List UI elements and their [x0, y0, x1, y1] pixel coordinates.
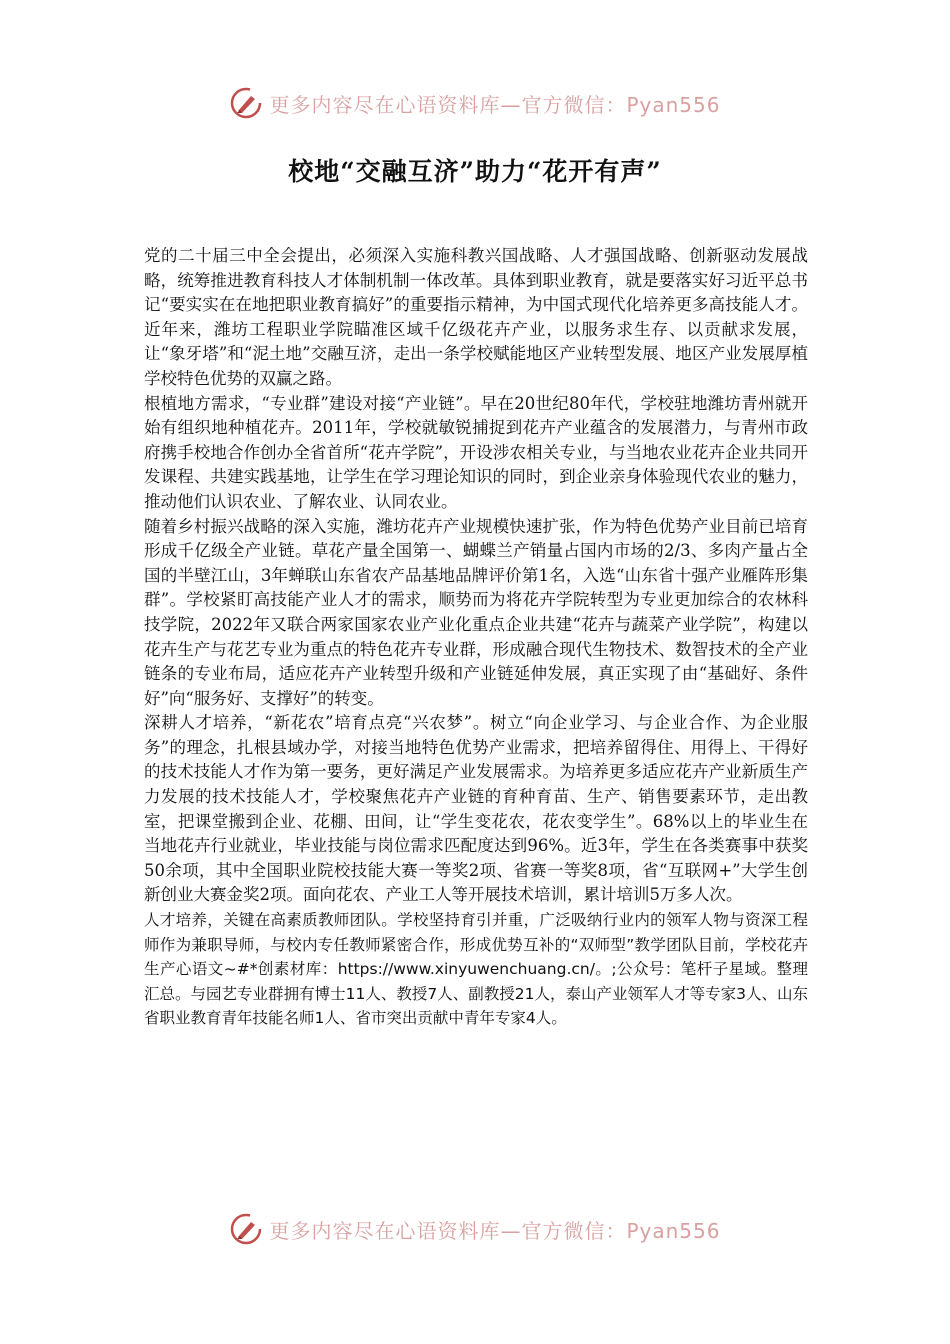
paragraph-5: 人才培养，关键在高素质教师团队。学校坚持育引并重，广泛吸纳行业内的领军人物与资深工程师作为兼职导师，与校内专任教师紧密合作，形成优势互补的“双师型”教学团队目前，学校花卉生产心语文~#*创素材库：https://www.xinyuwenchuang.cn/。;公众号：笔杆子星域。整理汇总。与园艺专业群拥有博士11人、教授7人、副教授21人，泰山产业领军人才等专家3人、山东省职业教育青年技能名师1人、省市突出贡献中青年专家4人。 — [144, 911, 808, 1028]
watermark-text: 更多内容尽在心语资料库—官方微信：Pyan556 — [269, 1218, 721, 1243]
brush-logo-icon — [229, 1212, 263, 1246]
paragraph-4: 深耕人才培养，“新花农”培育点亮“兴农梦”。树立“向企业学习、与企业合作、为企业服务”的理念，扎根县域办学，对接当地特色优势产业需求，把培养留得住、用得上、干得好的技术技能人才作为第一要务，更好满足产业发展需求。为培养更多适应花卉产业新质生产力发展的技术技能人才，学校聚焦花卉产业链的育种育苗、生产、销售要素环节，走出教室，把课堂搬到企业、花棚、田间，让“学生变花农，花农变学生”。68%以上的毕业生在当地花卉行业就业，毕业技能与岗位需求匹配度达到96%。近3年，学生在各类赛事中获奖50余项，其中全国职业院校技能大赛一等奖2项、省赛一等奖8项，省“互联网+”大学生创新创业大赛金奖2项。面向花农、产业工人等开展技术培训，累计培训5万多人次。 — [144, 713, 808, 905]
paragraph-2: 根植地方需求，“专业群”建设对接“产业链”。早在20世纪80年代，学校驻地潍坊青州就开始有组织地种植花卉。2011年，学校就敏锐捕捉到花卉产业蕴含的发展潜力，与青州市政府携手校地合作创办全省首所“花卉学院”，开设涉农相关专业，与当地农业花卉企业共同开发课程、共建实践基地，让学生在学习理论知识的同时，到企业亲身体验现代农业的魅力，推动他们认识农业、了解农业、认同农业。 — [144, 393, 808, 511]
paragraph-1: 党的二十届三中全会提出，必须深入实施科教兴国战略、人才强国战略、创新驱动发展战略，统筹推进教育科技人才体制机制一体改革。具体到职业教育，就是要落实好习近平总书记“要实实在在地把职业教育搞好”的重要指示精神，为中国式现代化培养更多高技能人才。近年来，潍坊工程职业学院瞄准区域千亿级花卉产业，以服务求生存、以贡献求发展，让“象牙塔”和“泥土地”交融互济，走出一条学校赋能地区产业转型发展、地区产业发展厚植学校特色优势的双赢之路。 — [144, 246, 808, 388]
paragraph-3: 随着乡村振兴战略的深入实施，潍坊花卉产业规模快速扩张，作为特色优势产业目前已培育形成千亿级全产业链。草花产量全国第一、蝴蝶兰产销量占国内市场的2/3、多肉产量占全国的半壁江山，3年蝉联山东省农产品基地品牌评价第1名，入选“山东省十强产业雁阵形集群”。学校紧盯高技能产业人才的需求，顺势而为将花卉学院转型为专业更加综合的农林科技学院，2022年又联合两家国家农业产业化重点企业共建“花卉与蔬菜产业学院”，构建以花卉生产与花艺专业为重点的特色花卉专业群，形成融合现代生物技术、数智技术的全产业链条的专业布局，适应花卉产业转型升级和产业链延伸发展，真正实现了由“基础好、条件好”向“服务好、支撑好”的转变。 — [144, 516, 808, 708]
footer-watermark — [0, 1212, 950, 1246]
header-watermark — [0, 86, 950, 120]
document-body — [144, 244, 808, 1031]
document-title: 校地“交融互济”助力“花开有声” — [288, 157, 662, 186]
brush-logo-icon — [229, 86, 263, 120]
watermark-text: 更多内容尽在心语资料库—官方微信：Pyan556 — [269, 92, 721, 117]
